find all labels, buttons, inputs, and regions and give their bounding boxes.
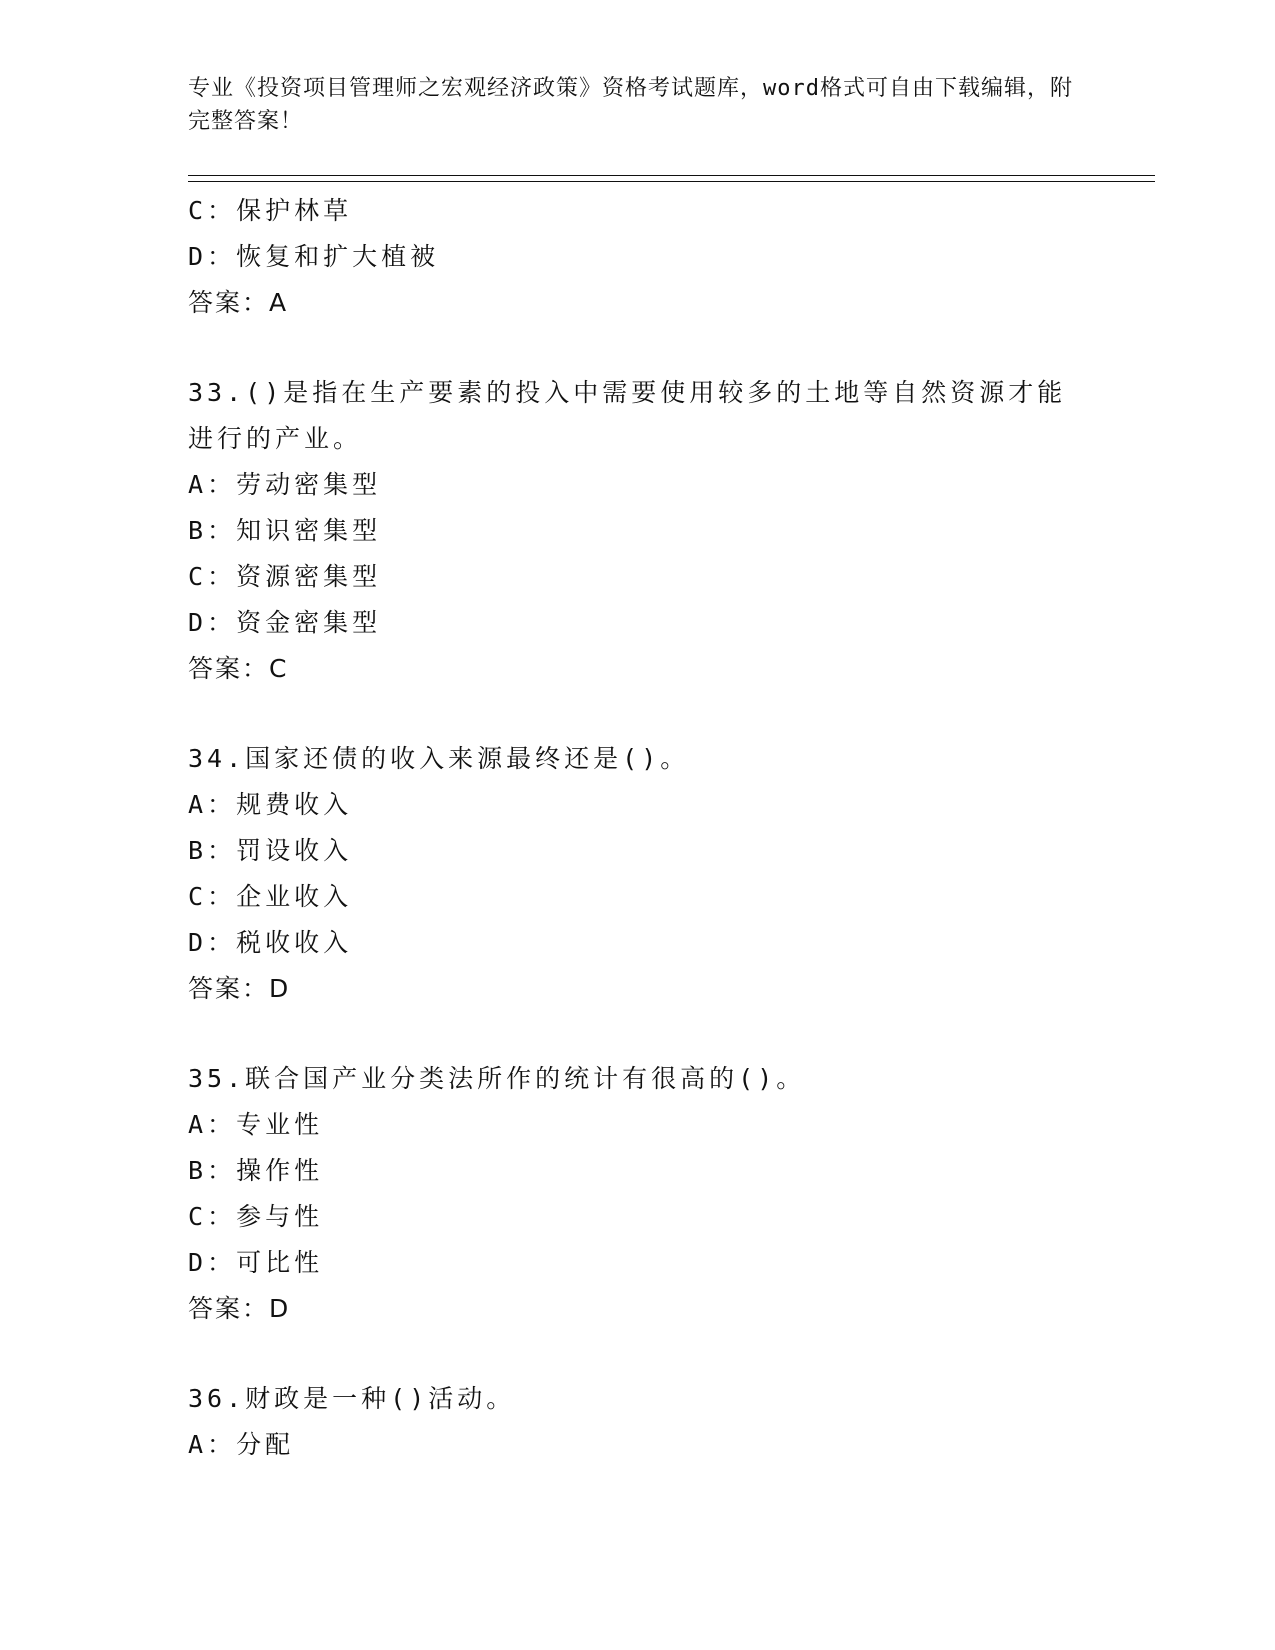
answer-value: A [269, 288, 289, 317]
option-letter: C： [188, 196, 237, 225]
answer-label: 答案： [188, 654, 270, 683]
answer-label: 答案： [188, 974, 270, 1003]
question-body: 财政是一种()活动。 [245, 1384, 516, 1413]
option-item [188, 554, 1088, 600]
option-letter: B： [188, 1156, 237, 1185]
option-item [188, 188, 1088, 234]
question-number: 34. [188, 744, 246, 773]
question-text [188, 370, 1068, 462]
question-list [188, 188, 1088, 1468]
option-text: 劳动密集型 [236, 470, 382, 499]
option-letter: A： [188, 470, 237, 499]
option-text: 参与性 [236, 1202, 324, 1231]
question-body: 国家还债的收入来源最终还是()。 [245, 744, 690, 773]
option-item [188, 600, 1088, 646]
option-text: 规费收入 [236, 790, 353, 819]
option-text: 税收收入 [236, 928, 353, 957]
option-letter: C： [188, 882, 237, 911]
option-letter: C： [188, 562, 237, 591]
option-text: 罚设收入 [236, 836, 353, 865]
option-item [188, 462, 1088, 508]
option-text: 可比性 [236, 1248, 324, 1277]
option-letter: A： [188, 1110, 237, 1139]
option-letter: A： [188, 1430, 237, 1459]
option-item [188, 1102, 1088, 1148]
question-item [188, 736, 1088, 1012]
question-text [188, 1056, 1068, 1102]
option-text: 资源密集型 [236, 562, 382, 591]
option-text: 专业性 [236, 1110, 324, 1139]
option-letter: D： [188, 608, 237, 637]
answer-line [188, 280, 1088, 326]
option-letter: C： [188, 1202, 237, 1231]
answer-line [188, 646, 1088, 692]
option-text: 知识密集型 [236, 516, 382, 545]
option-letter: B： [188, 516, 237, 545]
document-header: 专业《投资项目管理师之宏观经济政策》资格考试题库，word格式可自由下载编辑，附完整答案！ [188, 76, 1073, 134]
option-item [188, 1422, 1088, 1468]
question-item [188, 1376, 1088, 1468]
option-letter: B： [188, 836, 237, 865]
option-item [188, 1240, 1088, 1286]
option-text: 保护林草 [236, 196, 353, 225]
option-letter: D： [188, 928, 237, 957]
option-letter: D： [188, 242, 237, 271]
question-item [188, 1056, 1088, 1332]
option-text: 企业收入 [236, 882, 353, 911]
answer-value: C [269, 654, 289, 683]
option-text: 资金密集型 [236, 608, 382, 637]
option-item [188, 1194, 1088, 1240]
question-number: 33. [188, 378, 246, 407]
question-text [188, 1376, 1068, 1422]
answer-line [188, 966, 1088, 1012]
answer-label: 答案： [188, 288, 270, 317]
question-number: 36. [188, 1384, 246, 1413]
header-divider-top [188, 175, 1155, 176]
option-text: 恢复和扩大植被 [236, 242, 440, 271]
question-item [188, 370, 1088, 692]
question-text [188, 736, 1068, 782]
option-text: 分配 [236, 1430, 295, 1459]
answer-label: 答案： [188, 1294, 270, 1323]
option-item [188, 782, 1088, 828]
header-divider-bottom [188, 181, 1155, 182]
question-body: ()是指在生产要素的投入中需要使用较多的土地等自然资源才能进行的产业。 [188, 378, 1067, 453]
option-item [188, 1148, 1088, 1194]
option-item [188, 828, 1088, 874]
option-item [188, 234, 1088, 280]
answer-value: D [269, 974, 291, 1003]
answer-value: D [269, 1294, 291, 1323]
option-letter: A： [188, 790, 237, 819]
question-number: 35. [188, 1064, 246, 1093]
question-fragment [188, 188, 1088, 326]
option-item [188, 920, 1088, 966]
option-letter: D： [188, 1248, 237, 1277]
option-item [188, 508, 1088, 554]
question-body: 联合国产业分类法所作的统计有很高的()。 [245, 1064, 806, 1093]
answer-line [188, 1286, 1088, 1332]
option-text: 操作性 [236, 1156, 324, 1185]
option-item [188, 874, 1088, 920]
